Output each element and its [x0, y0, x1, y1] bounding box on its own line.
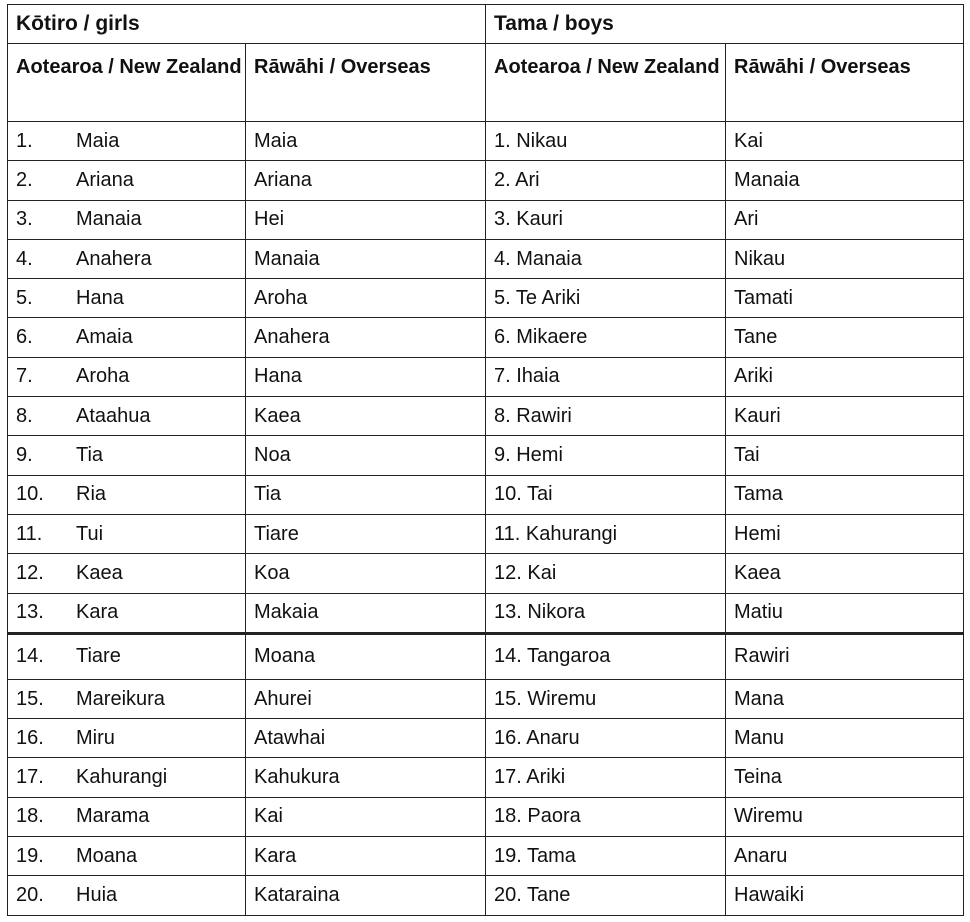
table-row: [8, 514, 964, 553]
girl-overseas-cell: Koa: [246, 554, 486, 593]
girl-overseas-cell: Kahukura: [246, 758, 486, 797]
boy-nz-cell: 10. Tai: [486, 475, 726, 514]
girl-nz-name: Hana: [76, 286, 124, 309]
table-row: [8, 758, 964, 797]
rank-number: 11.: [16, 522, 43, 545]
boy-overseas-cell: Wiremu: [726, 797, 964, 836]
girl-overseas-cell: Hana: [246, 357, 486, 396]
rank-number: 19.: [16, 844, 44, 867]
girl-nz-cell: [8, 200, 246, 239]
girl-nz-cell: [8, 797, 246, 836]
girl-nz-name: Manaia: [76, 208, 142, 231]
names-table-container: [7, 4, 964, 916]
girl-overseas-cell: Kara: [246, 837, 486, 876]
boy-overseas-cell: Nikau: [726, 239, 964, 278]
rank-number: 20.: [16, 883, 44, 906]
girl-nz-cell: [8, 719, 246, 758]
girl-nz-cell: [8, 876, 246, 915]
boy-overseas-cell: Manu: [726, 719, 964, 758]
girl-nz-name: Ria: [76, 483, 107, 506]
boy-nz-cell: 3. Kauri: [486, 200, 726, 239]
table-row: [8, 436, 964, 475]
girl-overseas-cell: Kaea: [246, 397, 486, 436]
girl-overseas-cell: Anahera: [246, 318, 486, 357]
girl-nz-cell: [8, 475, 246, 514]
rank-number: 9.: [16, 444, 33, 467]
girl-nz-cell: [8, 758, 246, 797]
girl-nz-cell: [8, 239, 246, 278]
girl-nz-cell: [8, 554, 246, 593]
table-row: [8, 719, 964, 758]
boy-overseas-cell: Matiu: [726, 593, 964, 633]
table-row: [8, 475, 964, 514]
boy-overseas-cell: Rawiri: [726, 633, 964, 679]
girl-nz-name: Tiare: [76, 645, 121, 668]
girl-nz-cell: [8, 279, 246, 318]
rank-number: 2.: [16, 168, 33, 191]
girl-overseas-cell: Atawhai: [246, 719, 486, 758]
girl-overseas-cell: Ahurei: [246, 679, 486, 718]
rank-number: 3.: [16, 208, 33, 231]
girl-nz-cell: [8, 122, 246, 161]
boy-nz-cell: 9. Hemi: [486, 436, 726, 475]
rank-number: 1.: [16, 129, 33, 152]
rank-number: 16.: [16, 726, 44, 749]
boy-nz-cell: 4. Manaia: [486, 239, 726, 278]
rank-number: 12.: [16, 561, 44, 584]
boy-overseas-cell: Manaia: [726, 161, 964, 200]
boy-nz-cell: 16. Anaru: [486, 719, 726, 758]
boy-nz-cell: 15. Wiremu: [486, 679, 726, 718]
boys-overseas-header: Rāwāhi / Overseas: [726, 44, 964, 122]
girl-overseas-cell: Noa: [246, 436, 486, 475]
girl-nz-cell: [8, 436, 246, 475]
girl-nz-name: Huia: [76, 883, 118, 906]
boy-overseas-cell: Kai: [726, 122, 964, 161]
girl-nz-name: Maia: [76, 129, 120, 152]
boys-header: Tama / boys: [486, 5, 964, 44]
table-row: [8, 633, 964, 679]
rank-number: 17.: [16, 766, 44, 789]
rank-number: 6.: [16, 326, 33, 349]
girl-overseas-cell: Makaia: [246, 593, 486, 633]
girl-nz-name: Aroha: [76, 365, 130, 388]
girl-nz-name: Tia: [76, 444, 104, 467]
table-row: [8, 279, 964, 318]
group-header-row: [8, 5, 964, 44]
boy-overseas-cell: Kauri: [726, 397, 964, 436]
boy-overseas-cell: Hawaiki: [726, 876, 964, 915]
table-row: [8, 200, 964, 239]
girls-header: Kōtiro / girls: [8, 5, 486, 44]
table-row: [8, 797, 964, 836]
table-row: [8, 397, 964, 436]
boy-nz-cell: 12. Kai: [486, 554, 726, 593]
girl-nz-name: Kahurangi: [76, 766, 168, 789]
rank-number: 5.: [16, 286, 33, 309]
girl-nz-cell: [8, 679, 246, 718]
girl-nz-name: Mareikura: [76, 687, 165, 710]
girl-overseas-cell: Moana: [246, 633, 486, 679]
girl-nz-cell: [8, 593, 246, 633]
boy-overseas-cell: Tane: [726, 318, 964, 357]
girl-nz-name: Kaea: [76, 561, 123, 584]
popular-names-table: [7, 4, 964, 916]
girl-nz-name: Kara: [76, 601, 119, 624]
girl-nz-name: Ariana: [76, 168, 134, 191]
girl-nz-name: Anahera: [76, 247, 152, 270]
boy-nz-cell: 17. Ariki: [486, 758, 726, 797]
girl-nz-name: Tui: [76, 522, 104, 545]
girl-nz-cell: [8, 161, 246, 200]
rank-number: 13.: [16, 601, 44, 624]
boy-overseas-cell: Tama: [726, 475, 964, 514]
boy-overseas-cell: Tamati: [726, 279, 964, 318]
girl-nz-cell: [8, 633, 246, 679]
table-row: [8, 161, 964, 200]
rank-number: 14.: [16, 645, 44, 668]
girl-overseas-cell: Ariana: [246, 161, 486, 200]
girl-overseas-cell: Hei: [246, 200, 486, 239]
boy-overseas-cell: Ari: [726, 200, 964, 239]
table-row: [8, 554, 964, 593]
girl-nz-name: Miru: [76, 726, 115, 749]
boy-nz-cell: 7. Ihaia: [486, 357, 726, 396]
girl-overseas-cell: Tia: [246, 475, 486, 514]
girl-nz-name: Marama: [76, 805, 150, 828]
girl-nz-cell: [8, 318, 246, 357]
rank-number: 15.: [16, 687, 44, 710]
girl-nz-cell: [8, 514, 246, 553]
girl-overseas-cell: Aroha: [246, 279, 486, 318]
girl-nz-name: Moana: [76, 844, 138, 867]
boy-nz-cell: 14. Tangaroa: [486, 633, 726, 679]
boy-nz-cell: 1. Nikau: [486, 122, 726, 161]
table-row: [8, 239, 964, 278]
boy-overseas-cell: Hemi: [726, 514, 964, 553]
girl-nz-cell: [8, 837, 246, 876]
boy-nz-cell: 2. Ari: [486, 161, 726, 200]
table-row: [8, 837, 964, 876]
boy-overseas-cell: Teina: [726, 758, 964, 797]
boy-overseas-cell: Mana: [726, 679, 964, 718]
sub-header-row: [8, 44, 964, 122]
boy-nz-cell: 20. Tane: [486, 876, 726, 915]
boy-nz-cell: 6. Mikaere: [486, 318, 726, 357]
table-row: [8, 122, 964, 161]
boy-nz-cell: 18. Paora: [486, 797, 726, 836]
boy-nz-cell: 5. Te Ariki: [486, 279, 726, 318]
table-row: [8, 357, 964, 396]
boy-nz-cell: 11. Kahurangi: [486, 514, 726, 553]
rank-number: 7.: [16, 365, 33, 388]
boy-overseas-cell: Kaea: [726, 554, 964, 593]
boy-nz-cell: 8. Rawiri: [486, 397, 726, 436]
girl-nz-name: Amaia: [76, 326, 133, 349]
boy-overseas-cell: Anaru: [726, 837, 964, 876]
girl-nz-cell: [8, 397, 246, 436]
table-row: [8, 679, 964, 718]
girl-overseas-cell: Kai: [246, 797, 486, 836]
table-row: [8, 593, 964, 633]
girl-nz-name: Ataahua: [76, 404, 151, 427]
rank-number: 4.: [16, 247, 33, 270]
rank-number: 18.: [16, 805, 44, 828]
boys-nz-header: Aotearoa / New Zealand: [486, 44, 726, 122]
girl-overseas-cell: Manaia: [246, 239, 486, 278]
girl-overseas-cell: Tiare: [246, 514, 486, 553]
rank-number: 8.: [16, 404, 33, 427]
rank-number: 10.: [16, 483, 44, 506]
girl-overseas-cell: Kataraina: [246, 876, 486, 915]
girls-overseas-header: Rāwāhi / Overseas: [246, 44, 486, 122]
girl-nz-cell: [8, 357, 246, 396]
table-row: [8, 318, 964, 357]
girl-overseas-cell: Maia: [246, 122, 486, 161]
table-row: [8, 876, 964, 915]
girls-nz-header: Aotearoa / New Zealand: [8, 44, 246, 122]
boy-overseas-cell: Ariki: [726, 357, 964, 396]
boy-nz-cell: 19. Tama: [486, 837, 726, 876]
boy-nz-cell: 13. Nikora: [486, 593, 726, 633]
boy-overseas-cell: Tai: [726, 436, 964, 475]
